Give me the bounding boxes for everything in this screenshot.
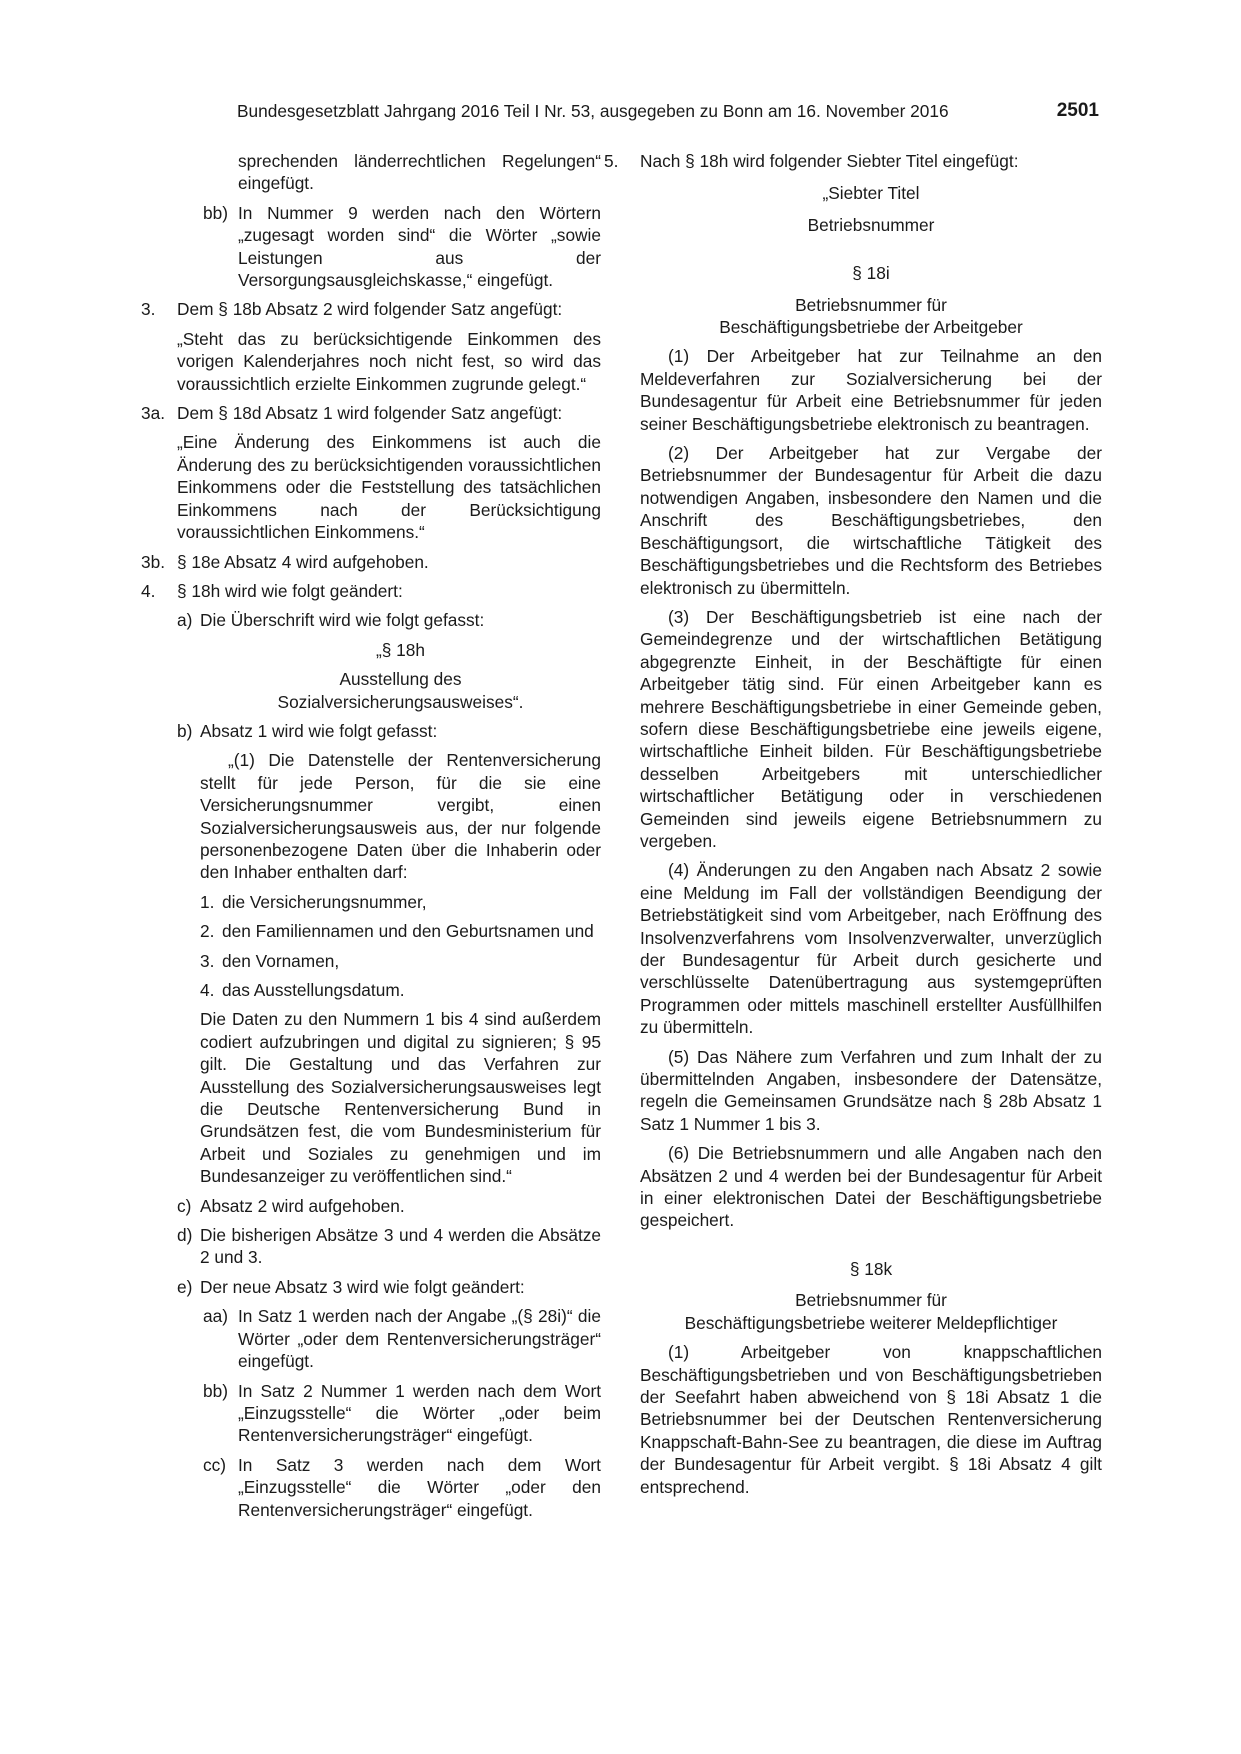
section-18k-title-line1: Betriebsnummer für [795,1290,947,1311]
item-number: b) [177,720,193,741]
list-item-a [177,609,601,631]
item-number: c) [177,1195,192,1216]
item-number: 2. [200,921,215,942]
sub-list-item-3 [200,950,601,972]
heading-18h-title-line1: Ausstellung des [339,669,462,690]
item-text: In Nummer 9 werden nach den Wörtern „zugesagt worden sind“ die Wörter „sowie Leistungen aus der Versorgungsausgleichskasse,“ eingefügt. [238,202,601,291]
list-item-4 [141,580,601,602]
item-text: Absatz 1 wird wie folgt gefasst: [200,720,438,741]
right-column [604,150,1102,1498]
inserted-sentence: „Eine Änderung des Einkommens ist auch die Änderung des zu berücksichtigenden voraussichtlichen Einkommens oder die Feststellung des tatsächlichen Einkommens nach der Berücksichtigung voraussichtlichen Einkommens.“ [177,432,601,543]
item-number: 4. [200,980,215,1000]
paragraph-18i-2: (2) Der Arbeitgeber hat zur Vergabe der Betriebsnummer der Bundesagentur für Arbeit die dazu notwendigen Angaben, insbesondere den Namen und die Anschrift des Beschäftigungsbetriebes, den Beschäftigungsort, die wirtschaftliche Tätigkeit des Beschäftigungsbetriebes und die Rechtsform des Betriebes elektronisch zu übermitteln. [640,443,1102,598]
paragraph-18i-1: (1) Der Arbeitgeber hat zur Teilnahme an den Meldeverfahren zur Sozialversicherung bei der Bundesagentur für Arbeit eine Betriebsnummer für jeden seiner Beschäftigungsbetriebe elektronisch zu beantragen. [640,346,1102,434]
paragraph-18i-4: (4) Änderungen zu den Angaben nach Absatz 2 sowie eine Meldung im Fall der vollständigen Beendigung der Betriebstätigkeit sind vom Arbeitgeber, nach Eröffnung des Insolvenzverfahrens vom Insolvenzverwalter, unverzüglich der Bundesagentur für Arbeit durch gesicherte und verschlüsselte Datenübertragung aus systemgeprüften Programmen oder mittels maschinell erstellter Ausfüllhilfen zu übermitteln. [640,860,1102,1038]
list-item-e-cc [203,1454,601,1521]
item-number: aa) [203,1306,228,1327]
item-text: das Ausstellungsdatum. [222,980,405,1000]
section-18i-title-line1: Betriebsnummer für [795,294,947,315]
left-column [141,150,601,1521]
item-text: Der neue Absatz 3 wird wie folgt geändert: [200,1276,525,1297]
list-item-c [177,1195,601,1217]
item-text: den Familiennamen und den Geburtsnamen und [222,921,594,942]
list-item-bb [203,202,601,292]
heading-18h: „§ 18h [375,639,425,660]
item-text: Die Überschrift wird wie folgt gefasst: [200,610,485,631]
item-number: 3. [200,950,215,971]
heading-18h-title-line2: Sozialversicherungsausweises“. [277,691,524,712]
paragraph-18i-6: (6) Die Betriebsnummern und alle Angaben nach den Absätzen 2 und 4 werden bei der Bundesagentur für Arbeit in einer elektronischen Datei der Beschäftigungsbetriebe gespeichert. [640,1143,1102,1231]
page-header [237,98,1099,124]
item-number: e) [177,1276,193,1297]
item-number: bb) [203,202,228,223]
page-number: 2501 [1056,100,1099,121]
list-item-3b [141,551,601,573]
section-18i-title-line2: Beschäftigungsbetriebe der Arbeitgeber [719,317,1023,338]
item-number: bb) [203,1380,228,1401]
list-item-e-aa [203,1305,601,1372]
item-text: den Vornamen, [222,950,340,971]
header-title: Bundesgesetzblatt Jahrgang 2016 Teil I Nr. 53, ausgegeben zu Bonn am 16. November 2016 [237,101,949,121]
sub-list-item-2 [200,920,601,942]
item-number: a) [177,610,193,631]
title-heading: „Siebter Titel [822,183,920,204]
new-paragraph-1-tail: Die Daten zu den Nummern 1 bis 4 sind außerdem codiert aufzubringen und digital zu signieren; § 95 gilt. Die Gestaltung und das Verfahren zur Ausstellung des Sozialversicherungsausweises legt die Deutsche Rentenversicherung Bund in Grundsätzen fest, die vom Bundesministerium für Arbeit und Soziales zu genehmigen und im Bundesanzeiger zu veröffentlichen sind.“ [200,1009,601,1187]
item-text: § 18h wird wie folgt geändert: [177,580,403,601]
inserted-sentence: „Steht das zu berücksichtigende Einkommen des vorigen Kalenderjahres noch nicht fest, so wird das voraussichtlich erzielte Einkommen zugrunde gelegt.“ [177,328,601,394]
list-item-3a [141,402,601,424]
item-text: Nach § 18h wird folgender Siebter Titel eingefügt: [640,151,1019,171]
sub-list-item-4 [200,979,601,1001]
list-item-5 [604,150,1102,172]
item-number: 5. [604,151,619,171]
paragraph-18i-5: (5) Das Nähere zum Verfahren und zum Inhalt der zu übermittelnden Angaben, insbesondere der Datensätze, regeln die Gemeinsamen Grundsätze nach § 28b Absatz 1 Satz 1 Nummer 1 bis 3. [640,1046,1102,1134]
paragraph-18i-3: (3) Der Beschäftigungsbetrieb ist eine nach der Gemeindegrenze und der wirtschaftlichen Betätigung abgegrenzte Einheit, in der Beschäftigte für einen Arbeitgeber tätig sind. Für einen Arbeitgeber kann es mehrere Beschäftigungsbetriebe in einer Gemeinde geben, sofern diese Beschäftigungsbetriebe eine jeweils eigene, wirtschaftliche Einheit bilden. Für Beschäftigungsbetriebe desselben Arbeitgebers mit unterschiedlicher wirtschaftlicher Betätigung oder in verschiedenen Gemeinden sind jeweils eigene Betriebsnummern zu vergeben. [640,606,1102,851]
title-name: Betriebsnummer [807,214,935,235]
item-text: die Versicherungsnummer, [222,891,427,912]
item-number: d) [177,1225,193,1246]
list-item-e-bb [203,1380,601,1447]
section-18k-heading: § 18k [849,1258,893,1279]
item-text: § 18e Absatz 4 wird aufgehoben. [177,551,429,572]
section-18k-title-line2: Beschäftigungsbetriebe weiterer Meldepflichtiger [684,1312,1058,1333]
item-text: In Satz 2 Nummer 1 werden nach dem Wort „Einzugsstelle“ die Wörter „oder beim Rentenversicherungsträger“ eingefügt. [238,1380,601,1446]
item-number: 3a. [141,403,166,424]
item-number: 1. [200,891,215,912]
paragraph-18k-1: (1) Arbeitgeber von knappschaftlichen Beschäftigungsbetrieben und von Beschäftigungsbetrieben der Seefahrt haben abweichend von § 18i Absatz 1 die Betriebsnummer bei der Deutschen Rentenversicherung Knappschaft-Bahn-See zu beantragen, die diese im Auftrag der Bundesagentur für Arbeit vergibt. § 18i Absatz 4 gilt entsprechend. [640,1342,1102,1497]
list-item-d [177,1224,601,1269]
list-item-3 [141,298,601,320]
list-item-e [177,1276,601,1298]
item-text: In Satz 1 werden nach der Angabe „(§ 28i)“ die Wörter „oder dem Rentenversicherungsträger“ eingefügt. [238,1306,601,1372]
item-text: In Satz 3 werden nach dem Wort „Einzugsstelle“ die Wörter „oder den Rentenversicherungsträger“ eingefügt. [238,1454,601,1520]
list-item-b [177,720,601,742]
item-number: cc) [203,1454,227,1475]
item-text: Absatz 2 wird aufgehoben. [200,1195,405,1216]
item-number: 4. [141,580,156,601]
section-18i-heading: § 18i [852,263,890,284]
new-paragraph-1: „(1) Die Datenstelle der Rentenversicherung stellt für jede Person, für die sie eine Versicherungsnummer vergibt, einen Sozialversicherungsausweis aus, der nur folgende personenbezogene Daten über die Inhaberin oder den Inhaber enthalten darf: [200,750,601,883]
item-text: Dem § 18d Absatz 1 wird folgender Satz angefügt: [177,403,563,424]
item-text: Die bisherigen Absätze 3 und 4 werden die Absätze 2 und 3. [200,1225,601,1268]
item-text: Dem § 18b Absatz 2 wird folgender Satz angefügt: [177,299,563,320]
sub-list-item-1 [200,891,601,913]
item-number: 3b. [141,551,166,572]
item-number: 3. [141,299,156,320]
continued-text: sprechenden länderrechtlichen Regelungen“ eingefügt. [238,151,601,194]
